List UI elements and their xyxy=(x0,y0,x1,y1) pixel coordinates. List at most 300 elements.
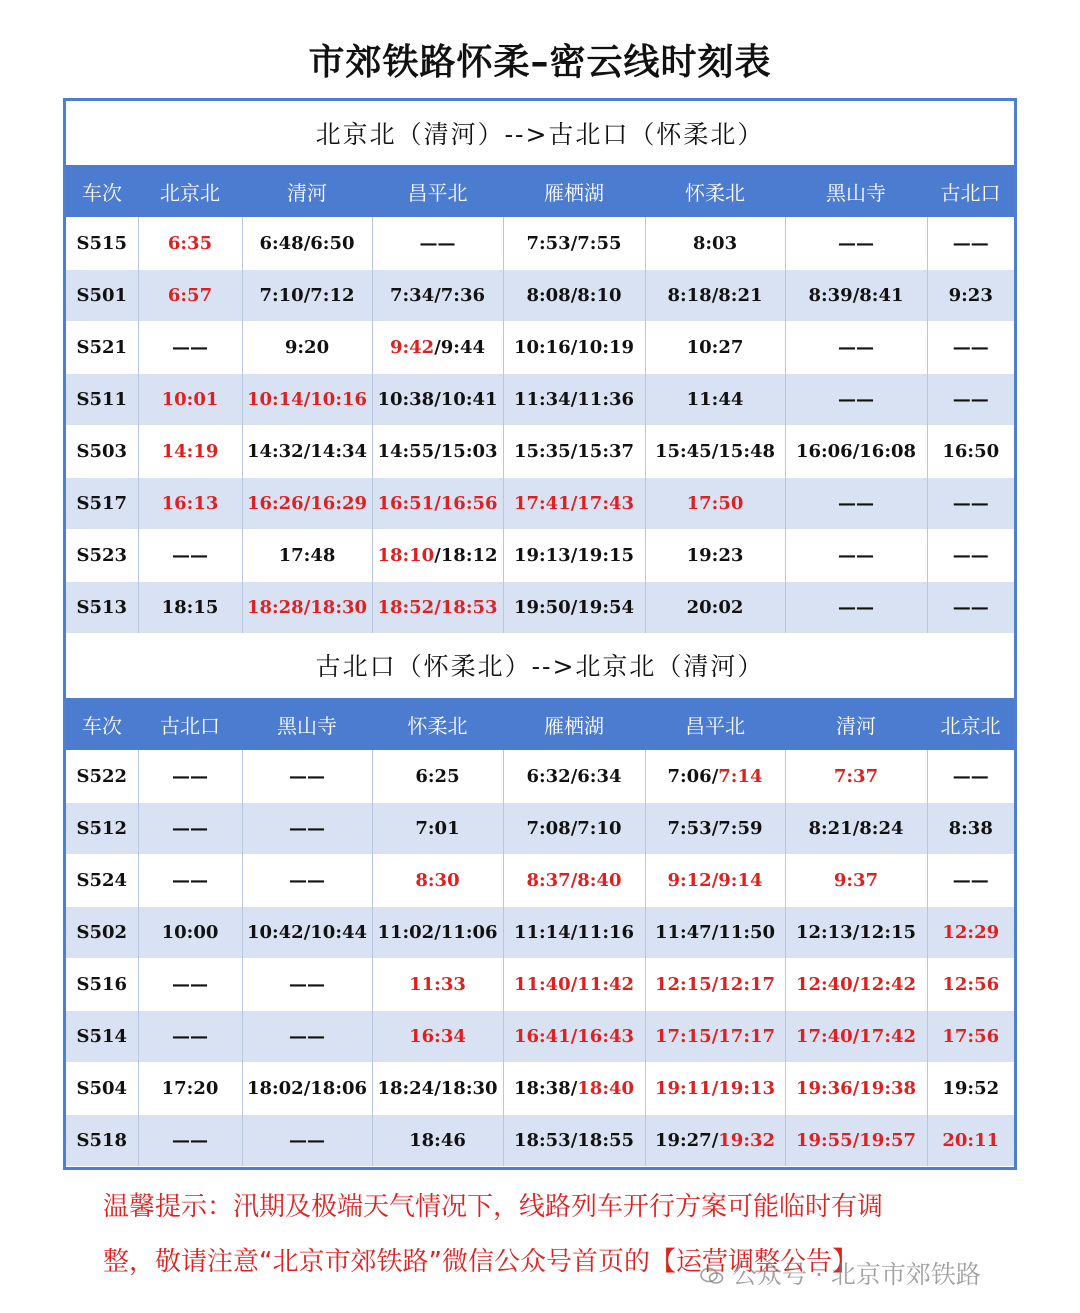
table-row xyxy=(66,1115,1014,1167)
time-text: 12:13/12:15 xyxy=(795,922,917,943)
time-text: —— xyxy=(952,389,989,410)
header-row xyxy=(66,165,1014,218)
time-text: 7:08/7:10 xyxy=(526,818,622,839)
time-cell xyxy=(138,855,242,907)
highlighted-time: 9:42 xyxy=(389,337,435,358)
wechat-icon xyxy=(700,1267,724,1285)
time-cell xyxy=(372,803,503,855)
time-text: 8:18/8:21 xyxy=(667,285,763,306)
highlighted-time: 18:40 xyxy=(577,1078,635,1099)
highlighted-time: 11:33 xyxy=(409,974,466,995)
time-text: 6:32/6:34 xyxy=(526,766,622,787)
train-number-cell xyxy=(66,959,138,1011)
time-cell xyxy=(138,322,242,374)
time-text: 19:52 xyxy=(942,1078,1000,1099)
time-cell xyxy=(927,374,1014,426)
highlighted-time: 19:32 xyxy=(718,1130,776,1151)
time-cell xyxy=(138,478,242,530)
time-cell xyxy=(242,1011,372,1063)
time-text: 18:24/18:30 xyxy=(377,1078,498,1099)
table-row xyxy=(66,803,1014,855)
time-cell xyxy=(242,478,372,530)
highlighted-time: 16:41/16:43 xyxy=(513,1026,635,1047)
time-cell xyxy=(927,751,1014,803)
time-cell xyxy=(927,855,1014,907)
time-text: —— xyxy=(172,1130,208,1151)
time-cell xyxy=(503,907,645,959)
highlighted-time: 20:11 xyxy=(942,1130,1000,1151)
column-header: 昌平北 xyxy=(645,698,785,751)
time-cell xyxy=(372,751,503,803)
time-cell xyxy=(785,218,927,270)
time-cell xyxy=(645,426,785,478)
direction-title-inbound: 古北口（怀柔北）-->北京北（清河） xyxy=(315,652,765,681)
table-row xyxy=(66,855,1014,907)
time-text: 20:02 xyxy=(686,597,744,618)
column-header: 怀柔北 xyxy=(645,165,785,218)
time-text: 16:50 xyxy=(942,441,1000,462)
time-cell xyxy=(927,1063,1014,1115)
column-header: 黑山寺 xyxy=(242,698,372,751)
time-text: 6:48/6:50 xyxy=(259,233,355,254)
table-row xyxy=(66,959,1014,1011)
time-cell xyxy=(645,803,785,855)
highlighted-time: 19:55/19:57 xyxy=(795,1130,917,1151)
time-cell xyxy=(372,959,503,1011)
time-cell xyxy=(503,270,645,322)
time-text: —— xyxy=(952,766,989,787)
train-number-cell xyxy=(66,426,138,478)
time-cell xyxy=(138,270,242,322)
time-text: S501 xyxy=(76,285,128,306)
time-text: 7:53/7:55 xyxy=(526,233,622,254)
highlighted-time: 19:11/19:13 xyxy=(654,1078,776,1099)
table-row xyxy=(66,426,1014,478)
time-cell xyxy=(645,218,785,270)
column-header: 昌平北 xyxy=(372,165,503,218)
watermark-text: 公众号 · 北京市郊铁路 xyxy=(732,1260,981,1289)
column-header: 雁栖湖 xyxy=(503,165,645,218)
time-text: —— xyxy=(838,337,874,358)
time-text: —— xyxy=(838,545,874,566)
train-number-cell xyxy=(66,582,138,634)
highlighted-time: 18:28/18:30 xyxy=(246,597,368,618)
time-cell xyxy=(242,582,372,634)
time-text: 14:55/15:03 xyxy=(377,441,498,462)
time-cell xyxy=(645,959,785,1011)
column-header: 雁栖湖 xyxy=(503,698,645,751)
direction-title-outbound: 北京北（清河）-->古北口（怀柔北） xyxy=(315,120,765,149)
time-cell xyxy=(645,374,785,426)
time-cell xyxy=(503,582,645,634)
table-row xyxy=(66,907,1014,959)
time-cell xyxy=(645,478,785,530)
time-text: 8:08/8:10 xyxy=(526,285,622,306)
time-text: 8:21/8:24 xyxy=(808,818,904,839)
time-cell xyxy=(242,218,372,270)
time-text: 19:13/19:15 xyxy=(513,545,635,566)
time-text: —— xyxy=(952,233,989,254)
time-text: 11:34/11:36 xyxy=(513,389,635,410)
time-text: —— xyxy=(172,766,208,787)
time-cell xyxy=(138,582,242,634)
time-cell xyxy=(138,1063,242,1115)
time-cell xyxy=(503,855,645,907)
time-text: —— xyxy=(172,974,208,995)
highlighted-time: 12:29 xyxy=(942,922,1000,943)
time-cell xyxy=(372,1063,503,1115)
time-cell xyxy=(645,855,785,907)
highlighted-time: 8:30 xyxy=(415,870,460,891)
time-cell xyxy=(372,218,503,270)
time-text: 7:01 xyxy=(415,818,460,839)
time-text: —— xyxy=(838,233,874,254)
time-cell xyxy=(785,1011,927,1063)
time-cell xyxy=(785,751,927,803)
time-cell xyxy=(927,218,1014,270)
time-cell xyxy=(785,582,927,634)
time-cell xyxy=(372,426,503,478)
column-header: 古北口 xyxy=(927,165,1014,218)
time-cell xyxy=(785,959,927,1011)
time-text: 19:50/19:54 xyxy=(513,597,635,618)
time-text: —— xyxy=(289,818,325,839)
time-text: —— xyxy=(952,870,989,891)
time-text: —— xyxy=(172,1026,208,1047)
time-text: 11:47/11:50 xyxy=(654,922,776,943)
column-header: 古北口 xyxy=(138,698,242,751)
time-cell xyxy=(927,803,1014,855)
time-cell xyxy=(503,218,645,270)
time-text: —— xyxy=(289,1026,325,1047)
time-text: 7:06/ xyxy=(667,766,719,787)
highlighted-time: 10:01 xyxy=(161,389,219,410)
time-text: 17:20 xyxy=(161,1078,219,1099)
time-cell xyxy=(927,907,1014,959)
time-text: 10:27 xyxy=(686,337,744,358)
time-cell xyxy=(645,270,785,322)
column-header: 北京北 xyxy=(138,165,242,218)
time-cell xyxy=(927,959,1014,1011)
time-cell xyxy=(242,374,372,426)
time-text: 10:00 xyxy=(161,922,219,943)
time-cell xyxy=(503,322,645,374)
highlighted-time: 12:56 xyxy=(942,974,1000,995)
time-cell xyxy=(645,907,785,959)
highlighted-time: 17:41/17:43 xyxy=(513,493,635,514)
time-text: 18:53/18:55 xyxy=(513,1130,635,1151)
highlighted-time: 12:15/12:17 xyxy=(654,974,776,995)
time-text: —— xyxy=(838,389,874,410)
time-text: 9:20 xyxy=(284,337,330,358)
time-text: 8:03 xyxy=(692,233,738,254)
time-text: /9:44 xyxy=(434,337,485,358)
time-cell xyxy=(645,1063,785,1115)
time-text: —— xyxy=(952,545,989,566)
time-cell xyxy=(503,426,645,478)
time-text: S523 xyxy=(76,545,128,566)
time-cell xyxy=(503,1011,645,1063)
highlighted-time: 18:52/18:53 xyxy=(377,597,498,618)
time-cell xyxy=(372,374,503,426)
time-text: 9:23 xyxy=(948,285,993,306)
time-cell xyxy=(138,907,242,959)
time-cell xyxy=(242,1063,372,1115)
time-cell xyxy=(503,803,645,855)
time-cell xyxy=(138,1011,242,1063)
time-text: S503 xyxy=(76,441,128,462)
time-cell xyxy=(138,751,242,803)
column-header: 车次 xyxy=(66,165,138,218)
train-number-cell xyxy=(66,374,138,426)
time-text: S515 xyxy=(76,233,128,254)
highlighted-time: 16:51/16:56 xyxy=(377,493,498,514)
time-cell xyxy=(138,218,242,270)
column-header: 怀柔北 xyxy=(372,698,503,751)
time-text: 19:23 xyxy=(686,545,744,566)
highlighted-time: 7:37 xyxy=(833,766,879,787)
time-cell xyxy=(138,803,242,855)
column-header: 清河 xyxy=(242,165,372,218)
time-cell xyxy=(785,855,927,907)
time-text: —— xyxy=(289,974,325,995)
highlighted-time: 19:36/19:38 xyxy=(795,1078,917,1099)
time-text: S511 xyxy=(76,389,128,410)
time-text: —— xyxy=(838,493,874,514)
train-number-cell xyxy=(66,1063,138,1115)
time-cell xyxy=(242,322,372,374)
time-cell xyxy=(372,270,503,322)
time-text: —— xyxy=(838,597,874,618)
time-text: —— xyxy=(419,233,456,254)
time-cell xyxy=(372,478,503,530)
time-cell xyxy=(645,1011,785,1063)
time-cell xyxy=(785,907,927,959)
train-number-cell xyxy=(66,855,138,907)
time-cell xyxy=(927,582,1014,634)
time-text: —— xyxy=(289,766,325,787)
time-text: 7:34/7:36 xyxy=(389,285,485,306)
time-text: 8:38 xyxy=(948,818,993,839)
highlighted-time: 17:40/17:42 xyxy=(795,1026,917,1047)
table-row xyxy=(66,1063,1014,1115)
train-number-cell xyxy=(66,907,138,959)
time-cell xyxy=(503,751,645,803)
time-text: —— xyxy=(289,1130,325,1151)
time-text: 17:48 xyxy=(278,545,336,566)
train-number-cell xyxy=(66,530,138,582)
time-text: S522 xyxy=(76,766,128,787)
time-text: 11:14/11:16 xyxy=(513,922,635,943)
time-text: S514 xyxy=(76,1026,128,1047)
time-cell xyxy=(785,1063,927,1115)
time-cell xyxy=(927,478,1014,530)
time-cell xyxy=(503,478,645,530)
time-cell xyxy=(785,374,927,426)
time-text: 16:06/16:08 xyxy=(795,441,917,462)
train-number-cell xyxy=(66,270,138,322)
train-number-cell xyxy=(66,803,138,855)
time-text: 7:10/7:12 xyxy=(259,285,355,306)
time-cell xyxy=(242,270,372,322)
time-cell xyxy=(645,530,785,582)
highlighted-time: 16:13 xyxy=(161,493,219,514)
time-cell xyxy=(372,1011,503,1063)
train-number-cell xyxy=(66,478,138,530)
time-cell xyxy=(372,907,503,959)
highlighted-time: 17:50 xyxy=(686,493,744,514)
time-text: 18:02/18:06 xyxy=(246,1078,368,1099)
time-cell xyxy=(645,751,785,803)
time-cell xyxy=(138,959,242,1011)
time-text: S512 xyxy=(76,818,128,839)
time-cell xyxy=(927,1115,1014,1167)
highlighted-time: 6:57 xyxy=(167,285,213,306)
highlighted-time: 9:12/9:14 xyxy=(667,870,763,891)
table-row xyxy=(66,322,1014,374)
column-header: 车次 xyxy=(66,698,138,751)
time-cell xyxy=(785,270,927,322)
highlighted-time: 18:10 xyxy=(377,545,435,566)
time-cell xyxy=(503,1063,645,1115)
column-header: 北京北 xyxy=(927,698,1014,751)
header-row xyxy=(66,698,1014,751)
time-text: 10:16/10:19 xyxy=(513,337,635,358)
table-row xyxy=(66,478,1014,530)
highlighted-time: 14:19 xyxy=(161,441,219,462)
time-text: 11:02/11:06 xyxy=(377,922,498,943)
time-cell xyxy=(138,530,242,582)
page-title: 市郊铁路怀柔–密云线时刻表 xyxy=(308,42,772,83)
time-cell xyxy=(372,530,503,582)
time-text: S524 xyxy=(76,870,128,891)
table-row xyxy=(66,751,1014,803)
time-text: 14:32/14:34 xyxy=(246,441,368,462)
highlighted-time: 10:14/10:16 xyxy=(246,389,368,410)
time-cell xyxy=(785,478,927,530)
table-row xyxy=(66,1011,1014,1063)
time-cell xyxy=(503,959,645,1011)
highlighted-time: 6:35 xyxy=(167,233,213,254)
highlighted-time: 9:37 xyxy=(833,870,879,891)
timetable-frame xyxy=(63,98,1017,1170)
time-cell xyxy=(242,530,372,582)
notice-line-1: 温馨提示：汛期及极端天气情况下，线路列车开行方案可能临时有调 xyxy=(103,1192,884,1222)
highlighted-time: 7:14 xyxy=(718,766,763,787)
time-text: —— xyxy=(289,870,325,891)
highlighted-time: 12:40/12:42 xyxy=(795,974,917,995)
train-number-cell xyxy=(66,218,138,270)
time-text: S504 xyxy=(76,1078,128,1099)
time-text: 18:46 xyxy=(409,1130,466,1151)
column-header: 黑山寺 xyxy=(785,165,927,218)
time-cell xyxy=(372,855,503,907)
time-cell xyxy=(785,322,927,374)
time-text: 19:27/ xyxy=(654,1130,719,1151)
time-cell xyxy=(645,322,785,374)
time-text: 15:45/15:48 xyxy=(654,441,776,462)
time-cell xyxy=(785,426,927,478)
time-text: S521 xyxy=(76,337,128,358)
time-cell xyxy=(242,907,372,959)
time-text: 18:38/ xyxy=(513,1078,578,1099)
time-cell xyxy=(372,1115,503,1167)
time-cell xyxy=(242,803,372,855)
time-cell xyxy=(503,1115,645,1167)
time-text: /18:12 xyxy=(434,545,498,566)
highlighted-time: 17:15/17:17 xyxy=(654,1026,776,1047)
train-number-cell xyxy=(66,322,138,374)
time-text: —— xyxy=(952,493,989,514)
time-cell xyxy=(242,751,372,803)
time-text: 11:44 xyxy=(686,389,744,410)
time-cell xyxy=(138,1115,242,1167)
time-cell xyxy=(927,1011,1014,1063)
table-row xyxy=(66,582,1014,634)
time-text: 15:35/15:37 xyxy=(513,441,635,462)
time-text: —— xyxy=(172,337,208,358)
time-text: 6:25 xyxy=(415,766,460,787)
column-header: 清河 xyxy=(785,698,927,751)
notice-line-2: 整，敬请注意“北京市郊铁路”微信公众号首页的【运营调整公告】 xyxy=(103,1247,858,1277)
highlighted-time: 16:26/16:29 xyxy=(246,493,368,514)
time-text: 18:15 xyxy=(161,597,219,618)
time-cell xyxy=(242,959,372,1011)
time-text: —— xyxy=(952,337,989,358)
train-number-cell xyxy=(66,1115,138,1167)
time-cell xyxy=(645,582,785,634)
highlighted-time: 17:56 xyxy=(942,1026,1000,1047)
time-text: 8:39/8:41 xyxy=(808,285,904,306)
watermark xyxy=(700,1255,981,1291)
time-cell xyxy=(785,530,927,582)
time-text: S516 xyxy=(76,974,128,995)
time-cell xyxy=(645,1115,785,1167)
time-cell xyxy=(503,530,645,582)
time-cell xyxy=(242,426,372,478)
time-cell xyxy=(785,803,927,855)
time-cell xyxy=(372,322,503,374)
table-row xyxy=(66,530,1014,582)
time-text: —— xyxy=(172,818,208,839)
time-cell xyxy=(138,426,242,478)
time-cell xyxy=(503,374,645,426)
time-text: 10:42/10:44 xyxy=(246,922,368,943)
time-text: S502 xyxy=(76,922,128,943)
time-cell xyxy=(138,374,242,426)
timetable-outbound xyxy=(66,165,1014,633)
time-cell xyxy=(242,1115,372,1167)
time-text: S518 xyxy=(76,1130,128,1151)
table-row xyxy=(66,270,1014,322)
time-text: 7:53/7:59 xyxy=(667,818,763,839)
table-row xyxy=(66,218,1014,270)
timetable-inbound xyxy=(66,698,1014,1166)
time-cell xyxy=(372,582,503,634)
time-text: —— xyxy=(172,870,208,891)
time-cell xyxy=(927,322,1014,374)
time-cell xyxy=(242,855,372,907)
time-cell xyxy=(927,530,1014,582)
highlighted-time: 11:40/11:42 xyxy=(513,974,635,995)
time-cell xyxy=(785,1115,927,1167)
table-row xyxy=(66,374,1014,426)
highlighted-time: 8:37/8:40 xyxy=(526,870,622,891)
time-text: —— xyxy=(952,597,989,618)
time-text: S513 xyxy=(76,597,128,618)
train-number-cell xyxy=(66,751,138,803)
time-text: —— xyxy=(172,545,208,566)
